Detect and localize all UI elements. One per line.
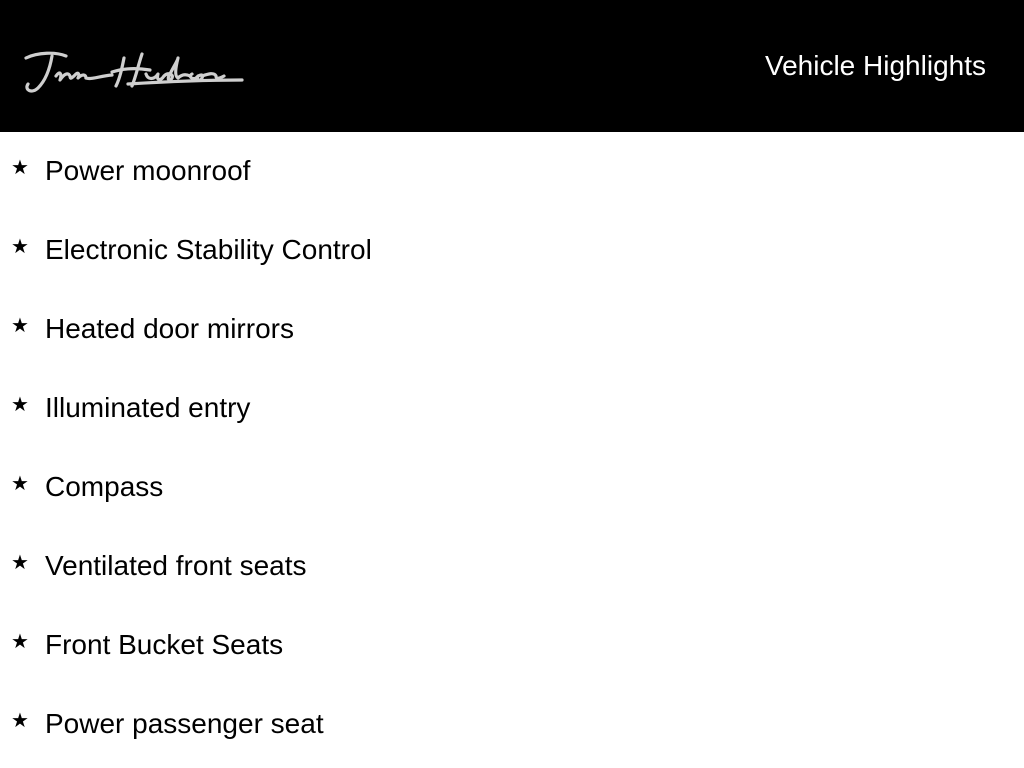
vehicle-highlights-list: [0, 132, 1024, 764]
list-item: [0, 290, 1024, 369]
highlight-label: Power moonroof: [45, 155, 251, 186]
list-item: [0, 448, 1024, 527]
highlight-label: Ventilated front seats: [45, 550, 307, 581]
star-icon: ★: [11, 708, 29, 732]
jim-hudson-logo: [20, 44, 246, 100]
list-item: [0, 369, 1024, 448]
list-item: [0, 606, 1024, 685]
star-icon: ★: [11, 313, 29, 337]
star-icon: ★: [11, 550, 29, 574]
list-item: [0, 211, 1024, 290]
list-item: [0, 527, 1024, 606]
highlight-label: Electronic Stability Control: [45, 234, 372, 265]
highlight-label: Illuminated entry: [45, 392, 251, 423]
page-header: [0, 0, 1024, 132]
star-icon: ★: [11, 155, 29, 179]
star-icon: ★: [11, 392, 29, 416]
list-item: [0, 132, 1024, 211]
highlight-label: Front Bucket Seats: [45, 629, 284, 660]
highlight-label: Power passenger seat: [45, 708, 324, 739]
highlight-label: Heated door mirrors: [45, 313, 294, 344]
list-item: [0, 685, 1024, 764]
star-icon: ★: [11, 234, 29, 258]
star-icon: ★: [11, 629, 29, 653]
page-title: Vehicle Highlights: [764, 50, 986, 81]
highlight-label: Compass: [45, 471, 164, 502]
star-icon: ★: [11, 471, 29, 495]
